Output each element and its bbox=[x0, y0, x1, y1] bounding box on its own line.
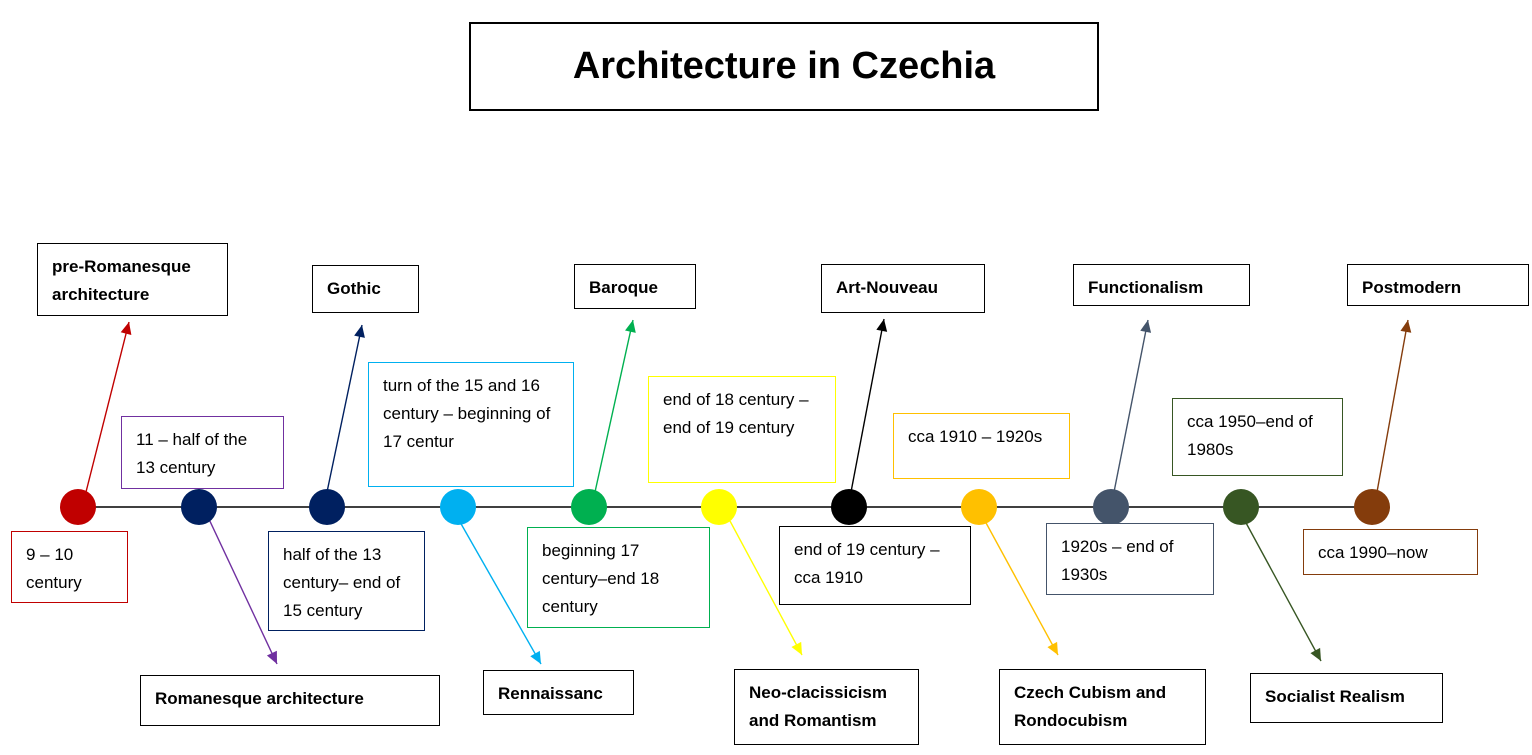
date-box-gothic: half of the 13 century– end of 15 century bbox=[268, 531, 425, 631]
style-box-socialist-realism: Socialist Realism bbox=[1250, 673, 1443, 723]
title-box bbox=[469, 22, 1099, 111]
date-box-art-nouveau: end of 19 century –cca 1910 bbox=[779, 526, 971, 605]
timeline-dot-romanesque bbox=[181, 489, 217, 525]
arrowhead-functionalism bbox=[1140, 320, 1151, 333]
arrowhead-postmodern bbox=[1400, 320, 1411, 333]
style-box-baroque: Baroque bbox=[574, 264, 696, 309]
timeline-dot-renaissance bbox=[440, 489, 476, 525]
timeline-dot-socialist-realism bbox=[1223, 489, 1259, 525]
arrowhead-socialist-realism bbox=[1310, 648, 1321, 661]
style-box-romanesque: Romanesque architecture bbox=[140, 675, 440, 726]
style-box-functionalism: Functionalism bbox=[1073, 264, 1250, 306]
date-box-socialist-realism: cca 1950–end of 1980s bbox=[1172, 398, 1343, 476]
diagram-title: Architecture in Czechia bbox=[572, 45, 996, 87]
style-box-gothic: Gothic bbox=[312, 265, 419, 313]
style-box-cubism: Czech Cubism and Rondocubism bbox=[999, 669, 1206, 745]
timeline-dot-cubism bbox=[961, 489, 997, 525]
connector-line-romanesque bbox=[200, 500, 277, 664]
arrowhead-art-nouveau bbox=[876, 319, 887, 332]
style-box-neoclassicism: Neo-clacissicism and Romantism bbox=[734, 669, 919, 745]
timeline-dot-neoclassicism bbox=[701, 489, 737, 525]
arrowhead-pre-romanesque bbox=[121, 322, 132, 335]
timeline-dot-functionalism bbox=[1093, 489, 1129, 525]
connector-line-gothic bbox=[327, 325, 362, 492]
date-box-functionalism: 1920s – end of 1930s bbox=[1046, 523, 1214, 595]
timeline-dot-baroque bbox=[571, 489, 607, 525]
connector-line-art-nouveau bbox=[851, 319, 884, 492]
date-box-cubism: cca 1910 – 1920s bbox=[893, 413, 1070, 479]
timeline-dot-pre-romanesque bbox=[60, 489, 96, 525]
date-box-pre-romanesque: 9 – 10 century bbox=[11, 531, 128, 603]
arrowhead-gothic bbox=[354, 325, 365, 338]
date-box-baroque: beginning 17 century–end 18 century bbox=[527, 527, 710, 628]
date-box-romanesque: 11 – half of the 13 century bbox=[121, 416, 284, 489]
connector-line-baroque bbox=[595, 320, 633, 492]
arrowhead-cubism bbox=[1047, 642, 1058, 655]
date-box-postmodern: cca 1990–now bbox=[1303, 529, 1478, 575]
style-box-postmodern: Postmodern bbox=[1347, 264, 1529, 306]
style-box-renaissance: Rennaissanc bbox=[483, 670, 634, 715]
style-box-pre-romanesque: pre-Romanesque architecture bbox=[37, 243, 228, 316]
arrowhead-baroque bbox=[625, 320, 636, 333]
connector-line-postmodern bbox=[1377, 320, 1408, 492]
timeline-dot-postmodern bbox=[1354, 489, 1390, 525]
date-box-neoclassicism: end of 18 century – end of 19 century bbox=[648, 376, 836, 483]
arrowhead-renaissance bbox=[530, 651, 541, 664]
style-box-art-nouveau: Art-Nouveau bbox=[821, 264, 985, 313]
timeline-dot-art-nouveau bbox=[831, 489, 867, 525]
date-box-renaissance: turn of the 15 and 16 century – beginning of 17 centur bbox=[368, 362, 574, 487]
connector-line-functionalism bbox=[1114, 320, 1148, 492]
timeline-dot-gothic bbox=[309, 489, 345, 525]
